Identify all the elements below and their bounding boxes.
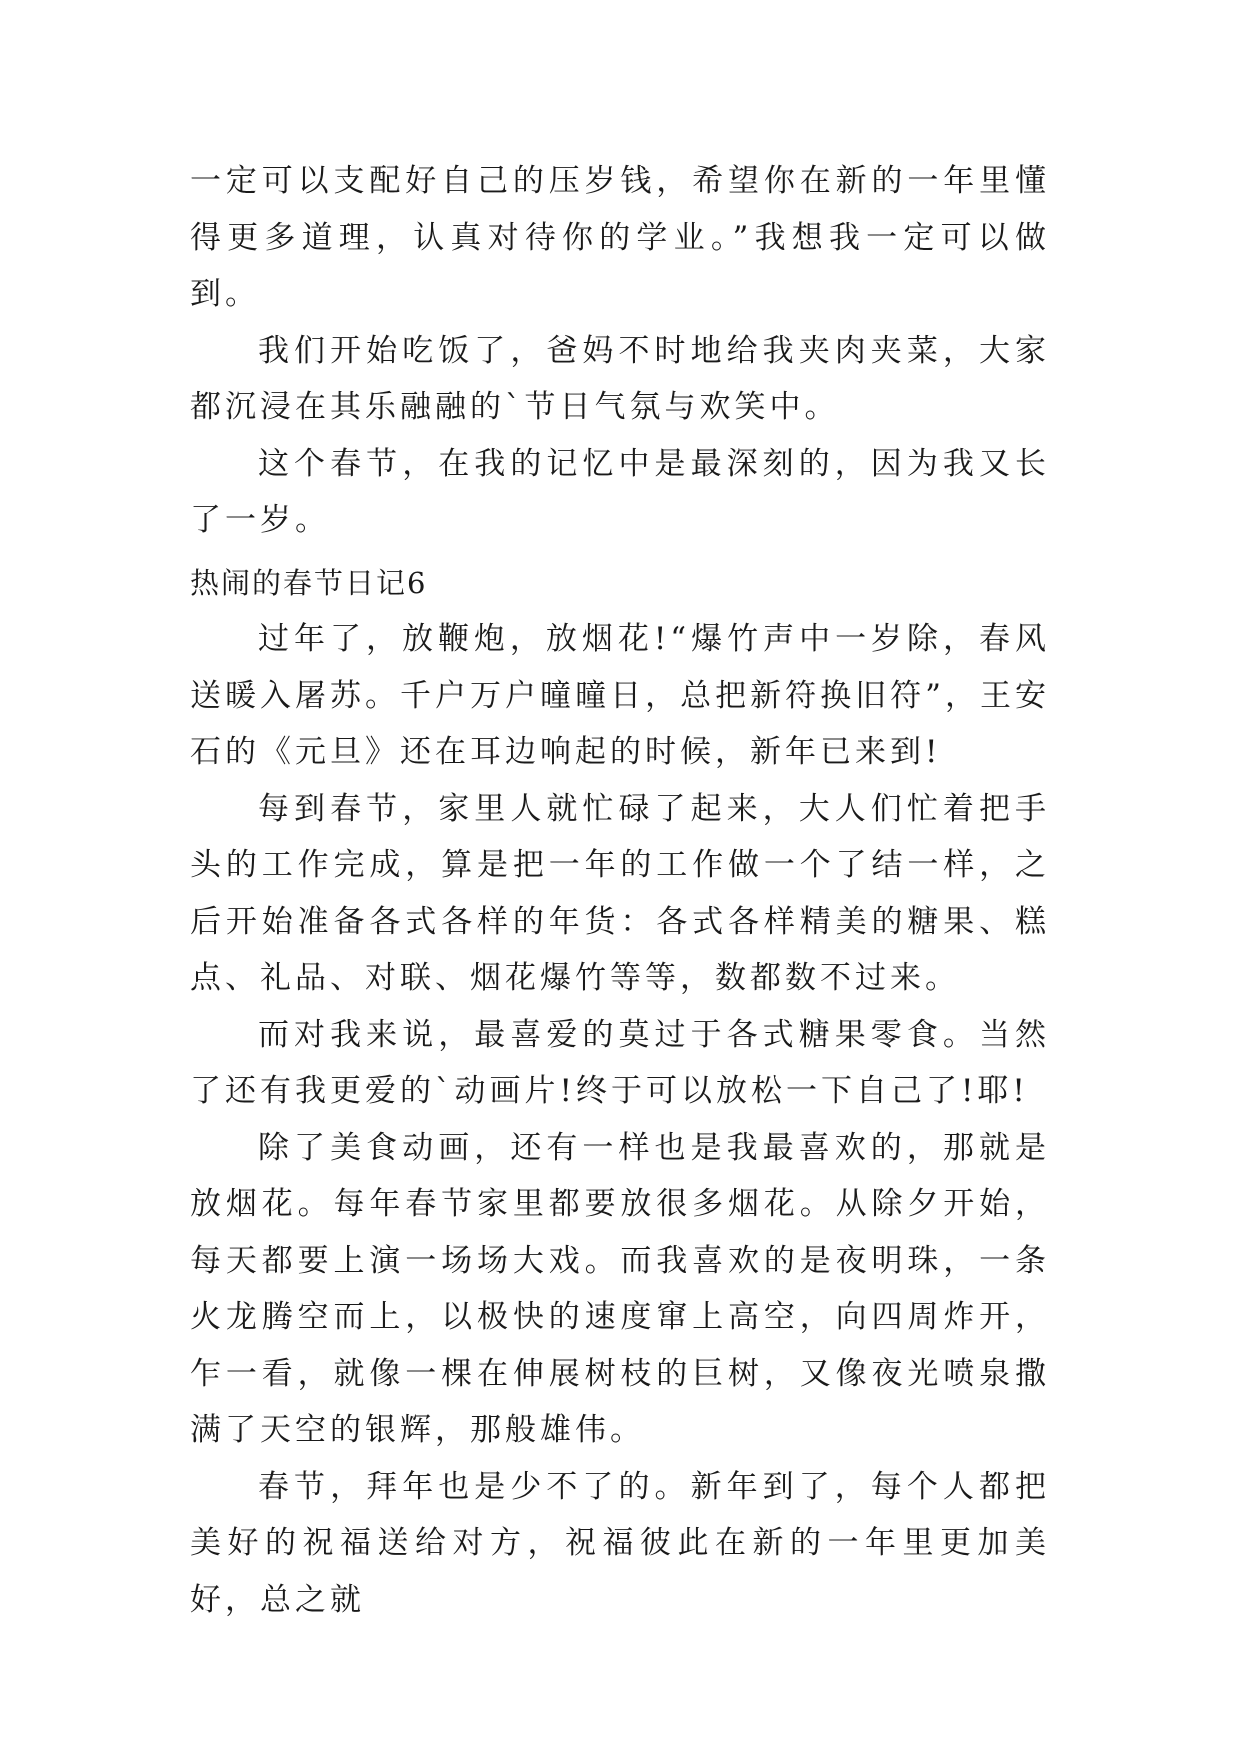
paragraph-memory: 这个春节，在我的记忆中是最深刻的，因为我又长了一岁。 — [190, 445, 1050, 538]
paragraph-snacks: 而对我来说，最喜爱的莫过于各式糖果零食。当然了还有我更爱的`动画片!终于可以放松一下自己了!耶! — [190, 1016, 1050, 1109]
paragraph-preparation: 每到春节，家里人就忙碌了起来，大人们忙着把手头的工作完成，算是把一年的工作做一个了结一样，之后开始准备各式各样的年货：各式各样精美的糖果、糕点、礼品、对联、烟花爆竹等等，数都数不过来。 — [190, 790, 1050, 996]
paragraph-dinner: 我们开始吃饭了，爸妈不时地给我夹肉夹菜，大家都沉浸在其乐融融的`节日气氛与欢笑中。 — [190, 332, 1050, 425]
paragraph-fireworks: 除了美食动画，还有一样也是我最喜欢的，那就是放烟花。每年春节家里都要放很多烟花。从除夕开始，每天都要上演一场场大戏。而我喜欢的是夜明珠，一条火龙腾空而上，以极快的速度窜上高空，向四周炸开，乍一看，就像一棵在伸展树枝的巨树，又像夜光喷泉撒满了天空的银辉，那般雄伟。 — [190, 1129, 1050, 1448]
paragraph-new-year-greetings: 春节，拜年也是少不了的。新年到了，每个人都把美好的祝福送给对方，祝福彼此在新的一年里更加美好，总之就 — [190, 1468, 1050, 1618]
document-body — [190, 153, 1050, 1628]
section-title: 热闹的春节日记6 — [190, 565, 428, 600]
paragraph-firecrackers: 过年了，放鞭炮，放烟花!“爆竹声中一岁除，春风送暖入屠苏。千户万户曈曈日，总把新符换旧符”，王安石的《元旦》还在耳边响起的时候，新年已来到! — [190, 621, 1050, 770]
paragraph-continuation: 一定可以支配好自己的压岁钱，希望你在新的一年里懂得更多道理，认真对待你的学业。”我想我一定可以做到。 — [190, 163, 1050, 312]
